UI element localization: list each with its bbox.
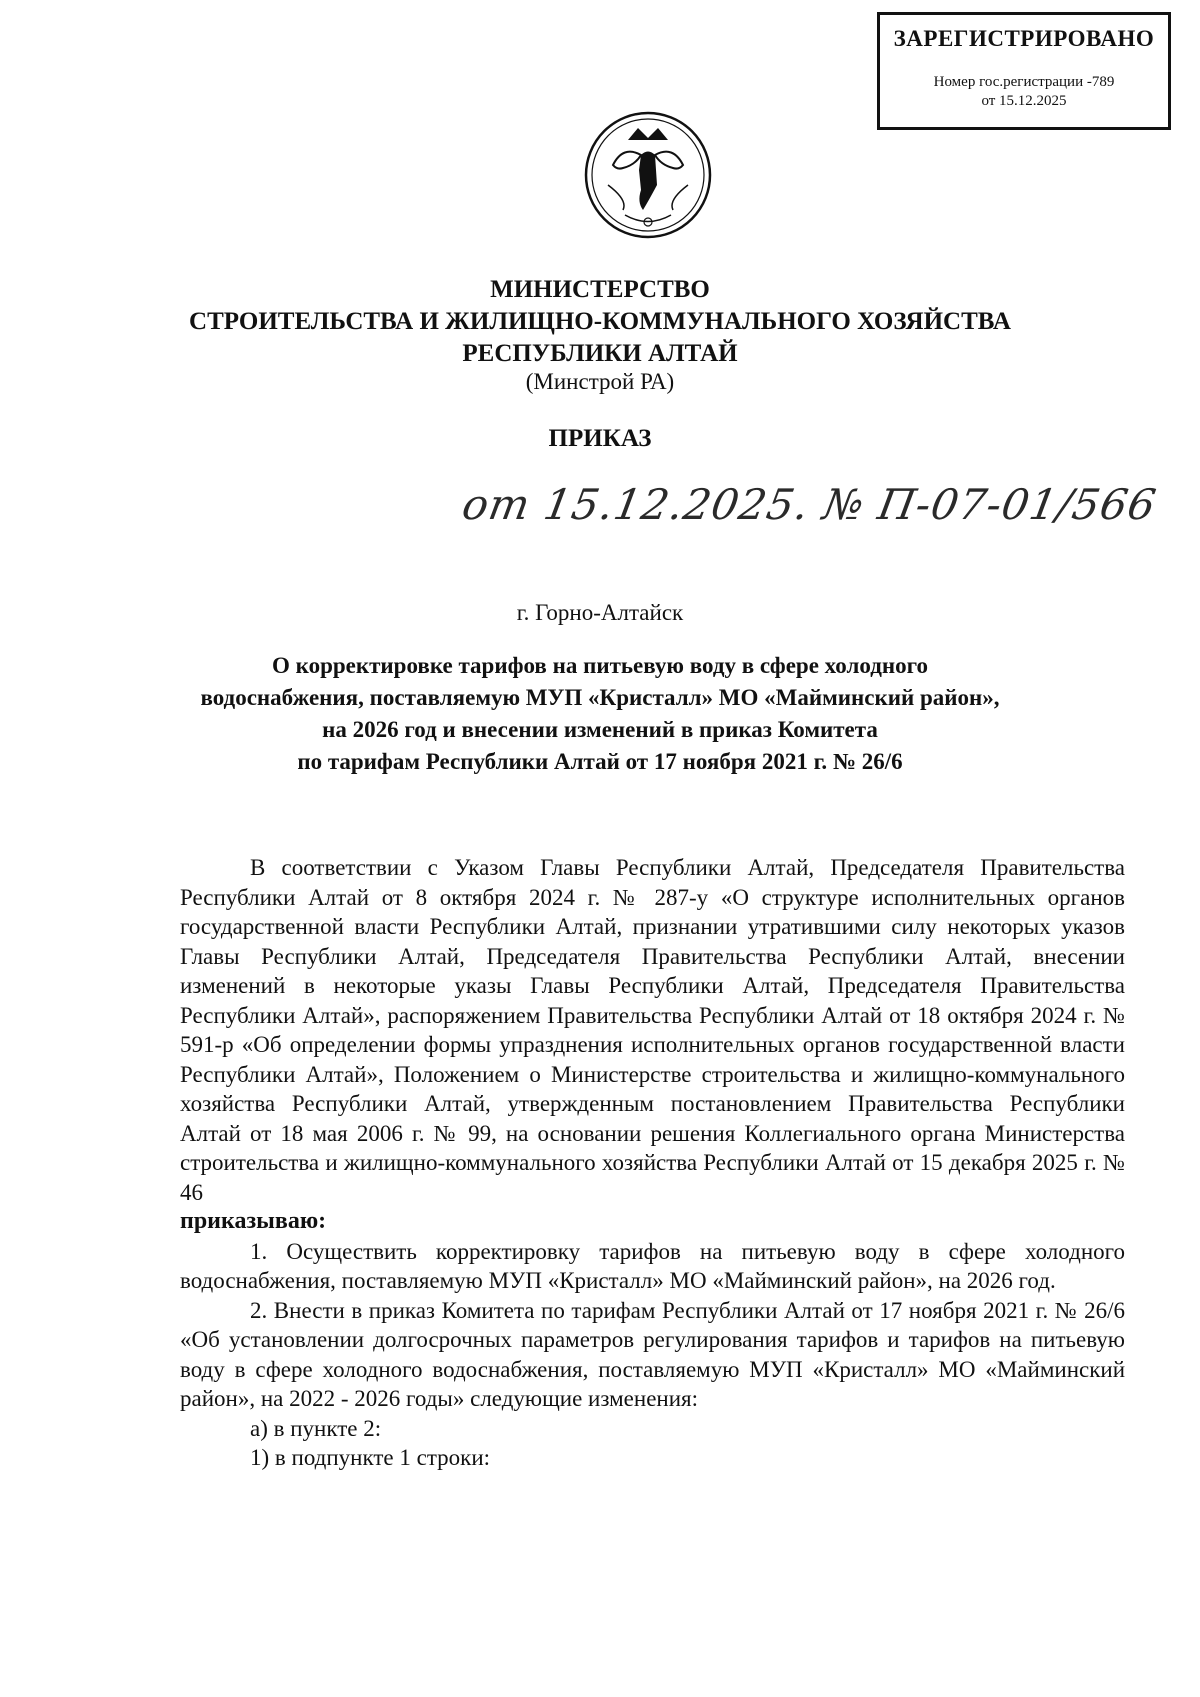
subitem-1: 1) в подпункте 1 строки: (250, 1445, 491, 1470)
city-name: г. Горно-Алтайск (516, 600, 684, 625)
stamp-title: ЗАРЕГИСТРИРОВАНО (893, 26, 1155, 51)
order-word: приказываю: (180, 1208, 327, 1234)
subject-line: по тарифам Республики Алтай от 17 ноября 2021 г. № 26/6 (297, 749, 903, 774)
subject-line: О корректировке тарифов на питьевую воду в сфере холодного (272, 653, 928, 678)
document-subject (150, 650, 1050, 778)
subject-line: на 2026 год и внесении изменений в приказ Комитета (322, 717, 878, 742)
document-body (180, 853, 1125, 1473)
stamp-date: от 15.12.2025 (981, 93, 1067, 109)
registration-stamp (877, 12, 1171, 130)
order-item-1: 1. Осуществить корректировку тарифов на питьевую воду в сфере холодного водоснабжения, поставляемую МУП «Кристалл» МО «Майминский район», на 2026 год. (180, 1238, 1125, 1293)
document-type: ПРИКАЗ (548, 425, 652, 452)
handwritten-date-number: от 15.12.2025. № П-07-01/566 (458, 480, 1161, 529)
preamble-paragraph: В соответствии с Указом Главы Республики Алтай, Председателя Правительства Республики Алтай от 8 октября 2024 г. № 287-у «О структуре исполнительных органов государственной власти Республики Алтай, признании утратившими силу некоторых указов Главы Республики Алтай, Председателя Правительства Республики Алтай, внесении изменений в некоторые указы Главы Республики Алтай, Председателя Правительства Республики Алтай», распоряжением Правительства Республики Алтай от 18 октября 2024 г. № 591-р «Об определении формы упразднения исполнительных органов государственной власти Республики Алтай», Положением о Министерстве строительства и жилищно-коммунального хозяйства Республики Алтай, утвержденным постановлением Правительства Республики Алтай от 18 мая 2006 г. № 99, на основании решения Коллегиального органа Министерства строительства и жилищно-коммунального хозяйства Республики Алтай от 15 декабря 2025 г. № 46 (180, 855, 1125, 1205)
subject-line: водоснабжения, поставляемую МУП «Кристалл» МО «Майминский район», (200, 685, 1000, 710)
coat-of-arms-emblem (583, 110, 713, 240)
ministry-full-name: СТРОИТЕЛЬСТВА И ЖИЛИЩНО-КОММУНАЛЬНОГО ХОЗЯЙСТВА (189, 308, 1011, 335)
ministry-region: РЕСПУБЛИКИ АЛТАЙ (462, 340, 738, 367)
stamp-registration-number: Номер гос.регистрации -789 (933, 74, 1115, 90)
ministry-abbreviation: (Минстрой РА) (525, 369, 675, 394)
order-item-2: 2. Внести в приказ Комитета по тарифам Республики Алтай от 17 ноября 2021 г. № 26/6 «Об установлении долгосрочных параметров регулирования тарифов и тарифов на питьевую воду в сфере холодного водоснабжения, поставляемую МУП «Кристалл» МО «Майминский район», на 2022 - 2026 годы» следующие изменения: (180, 1297, 1125, 1411)
ministry-title: МИНИСТЕРСТВО (490, 276, 710, 303)
subitem-a: а) в пункте 2: (250, 1415, 382, 1441)
